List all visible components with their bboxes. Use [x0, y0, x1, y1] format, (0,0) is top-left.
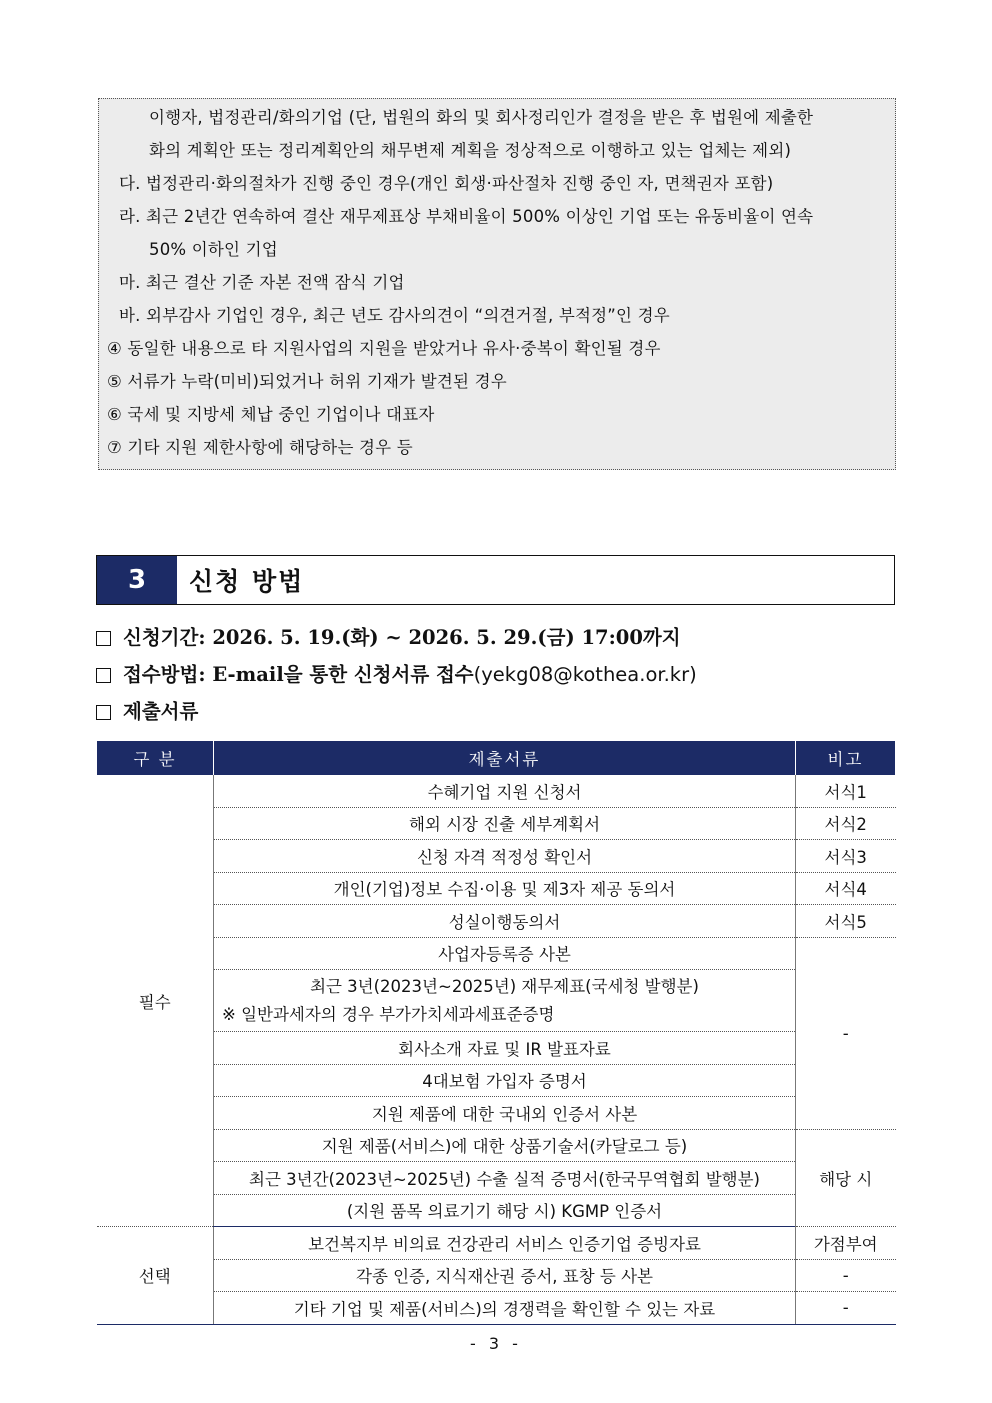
note-cell: 서식3 — [796, 840, 896, 873]
note-line: ④ 동일한 내용으로 타 지원사업의 지원을 받았거나 유사·중복이 확인될 경우 — [107, 339, 661, 358]
document-subnote: ※ 일반과세자의 경우 부가가치세과세표준증명 — [222, 1004, 555, 1024]
document-cell: 보건복지부 비의료 건강관리 서비스 인증기업 증빙자료 — [214, 1227, 796, 1260]
apply-period-text: 신청기간: 2026. 5. 19.(화) ~ 2026. 5. 29.(금) 17:00까지 — [123, 626, 681, 649]
note-cell: 서식5 — [796, 905, 896, 938]
document-cell: 사업자등록증 사본 — [214, 937, 796, 970]
section-title: 신청 방법 — [189, 567, 305, 596]
category-required: 필수 — [97, 775, 214, 1227]
table-header-row — [97, 741, 896, 775]
document-cell: 지원 제품에 대한 국내외 인증서 사본 — [214, 1097, 796, 1130]
table-row — [97, 970, 896, 1032]
document-cell: 개인(기업)정보 수집·이용 및 제3자 제공 동의서 — [214, 872, 796, 905]
document-cell: 성실이행동의서 — [214, 905, 796, 938]
note-line: 화의 계획안 또는 정리계획안의 채무변제 계획을 정상적으로 이행하고 있는 업체는 제외) — [149, 141, 792, 160]
section-number: 3 — [97, 556, 177, 604]
table-row — [97, 1064, 896, 1097]
note-line: 바. 외부감사 기업인 경우, 최근 년도 감사의견이 “의견거절, 부적정”인 경우 — [119, 306, 670, 325]
table-row — [97, 1162, 896, 1195]
document-cell: 각종 인증, 지식재산권 증서, 표창 등 사본 — [214, 1259, 796, 1292]
note-cell-merged: 해당 시 — [796, 1129, 896, 1227]
table-row — [97, 1097, 896, 1130]
submission-documents-table — [96, 741, 896, 1325]
apply-method-text: 접수방법: E-mail을 통한 신청서류 접수 — [123, 663, 474, 686]
header-document: 제출서류 — [214, 741, 796, 775]
table-row — [97, 807, 896, 840]
table-row — [97, 840, 896, 873]
note-line: 50% 이하인 기업 — [149, 240, 278, 259]
note-line: 이행자, 법정관리/화의기업 (단, 법원의 화의 및 회사정리인가 결정을 받은 후 법원에 제출한 — [149, 108, 814, 127]
document-cell: (지원 품목 의료기기 해당 시) KGMP 인증서 — [214, 1194, 796, 1227]
checkbox-icon — [96, 705, 111, 720]
document-cell: 기타 기업 및 제품(서비스)의 경쟁력을 확인할 수 있는 자료 — [214, 1292, 796, 1325]
note-line: ⑥ 국세 및 지방세 체납 중인 기업이나 대표자 — [107, 405, 435, 424]
table-row — [97, 905, 896, 938]
table-row — [97, 1292, 896, 1325]
submit-docs-item — [96, 695, 198, 729]
table-row — [97, 1194, 896, 1227]
note-cell: - — [796, 1292, 896, 1325]
submit-docs-label: 제출서류 — [123, 700, 199, 723]
document-cell: 신청 자격 적정성 확인서 — [214, 840, 796, 873]
note-cell: - — [796, 1259, 896, 1292]
header-note: 비고 — [796, 741, 896, 775]
document-cell: 회사소개 자료 및 IR 발표자료 — [214, 1032, 796, 1065]
apply-period-item — [96, 621, 681, 655]
note-cell: 서식4 — [796, 872, 896, 905]
document-cell: 4대보험 가입자 증명서 — [214, 1064, 796, 1097]
document-cell: 해외 시장 진출 세부계획서 — [214, 807, 796, 840]
document-cell: 최근 3년간(2023년~2025년) 수출 실적 증명서(한국무역협회 발행분) — [214, 1162, 796, 1195]
note-line: ⑤ 서류가 누락(미비)되었거나 허위 기재가 발견된 경우 — [107, 372, 507, 391]
note-line: 라. 최근 2년간 연속하여 결산 재무제표상 부채비율이 500% 이상인 기업 또는 유동비율이 연속 — [119, 207, 814, 226]
note-line: 다. 법정관리·화의절차가 진행 중인 경우(개인 회생·파산절차 진행 중인 자, 면책권자 포함) — [119, 174, 774, 193]
table-row — [97, 1129, 896, 1162]
category-optional: 선택 — [97, 1227, 214, 1325]
note-line: 마. 최근 결산 기준 자본 전액 잠식 기업 — [119, 273, 405, 292]
section-heading — [96, 555, 895, 605]
table-row — [97, 872, 896, 905]
note-cell: 가점부여 — [796, 1227, 896, 1260]
checkbox-icon — [96, 668, 111, 683]
table-row — [97, 1227, 896, 1260]
document-text: 최근 3년(2023년~2025년) 재무제표(국세청 발행분) — [310, 976, 699, 996]
table-row — [97, 1259, 896, 1292]
document-cell: 수혜기업 지원 신청서 — [214, 775, 796, 807]
table-row — [97, 1032, 896, 1065]
document-cell: 지원 제품(서비스)에 대한 상품기술서(카달로그 등) — [214, 1129, 796, 1162]
note-cell-merged: - — [796, 937, 896, 1129]
table-row — [97, 775, 896, 807]
header-category: 구 분 — [97, 741, 214, 775]
note-line: ⑦ 기타 지원 제한사항에 해당하는 경우 등 — [107, 438, 413, 457]
apply-method-item — [96, 658, 697, 692]
note-cell: 서식1 — [796, 775, 896, 807]
page-number: - 3 - — [470, 1334, 522, 1353]
checkbox-icon — [96, 631, 111, 646]
apply-email: (yekg08@kothea.or.kr) — [473, 663, 697, 686]
document-cell — [214, 970, 796, 1032]
restriction-note-box — [98, 98, 896, 470]
table-row — [97, 937, 896, 970]
note-cell: 서식2 — [796, 807, 896, 840]
